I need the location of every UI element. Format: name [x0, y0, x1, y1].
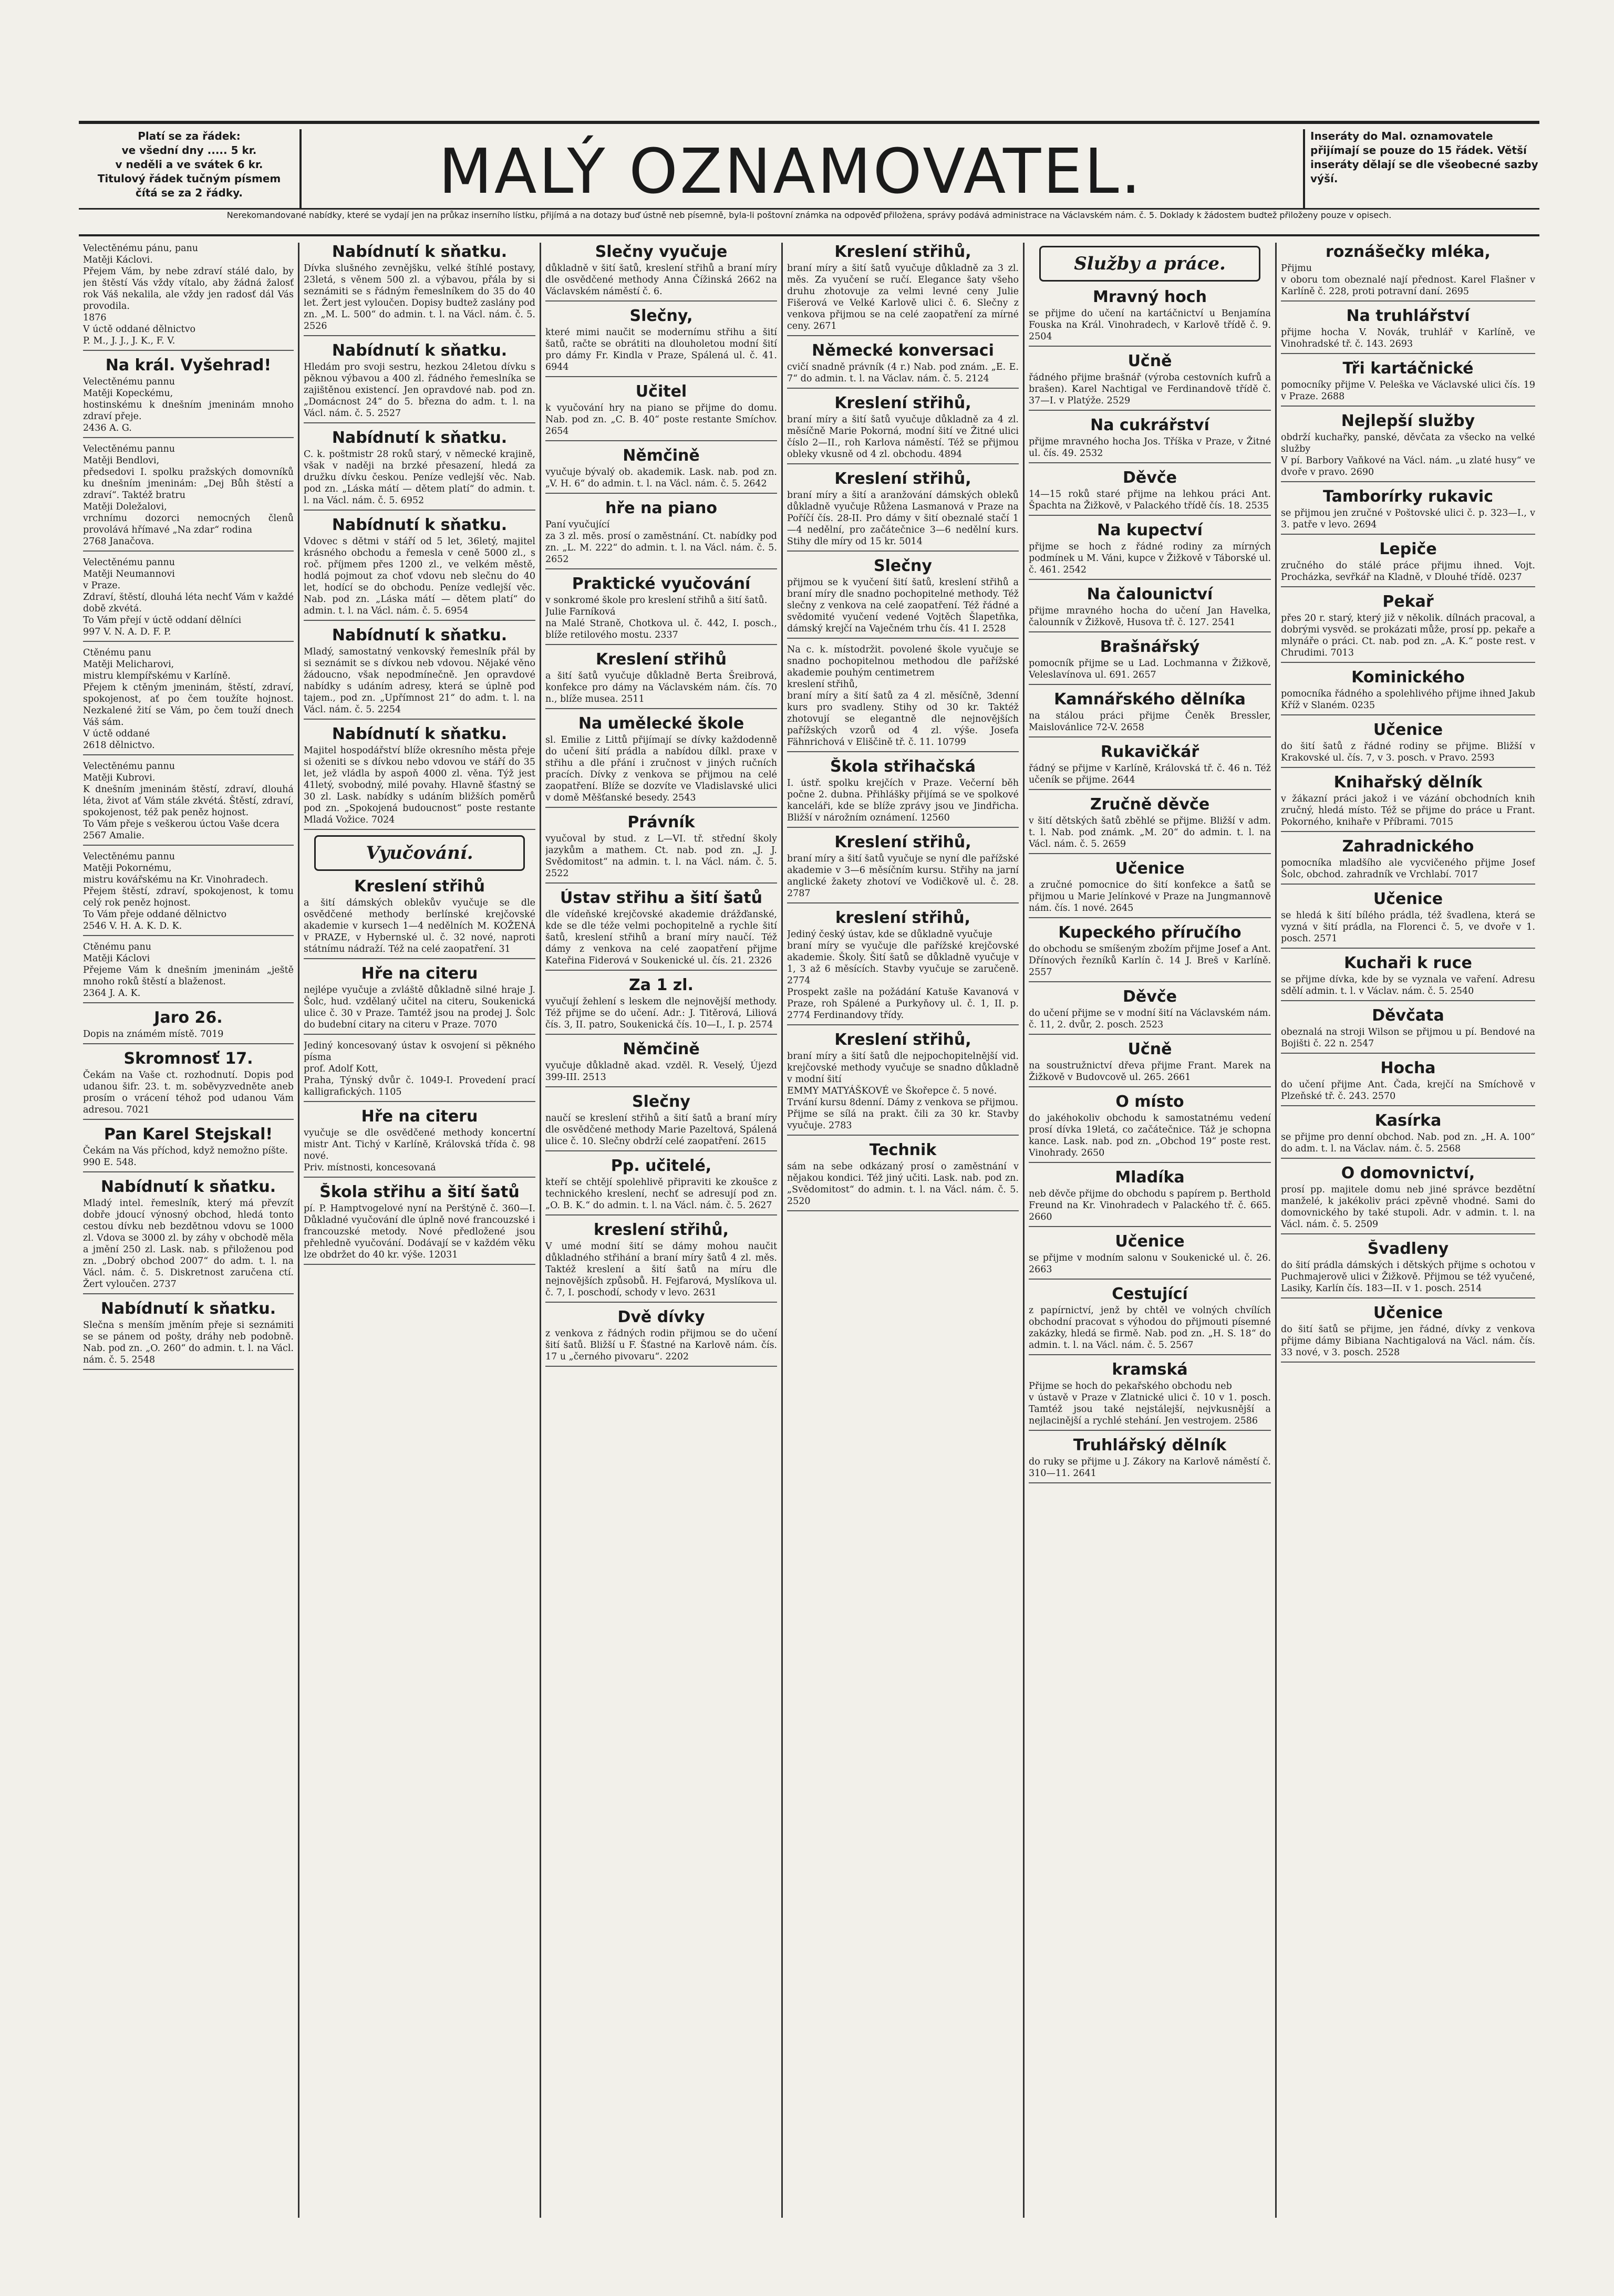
ad-text: do šití prádla dámských i dětských přijme s ochotou v Puchmajerově ulici v Žižkově. Přijmou se též vyučené, Lasiky, Karlín čís. 183—II. v 1. posch. 2514	[1281, 1260, 1535, 1294]
ad-heading: Děvčata	[1372, 1006, 1444, 1025]
classified-ad	[83, 761, 294, 846]
ad-heading: Nabídnutí k sňatku.	[332, 516, 508, 534]
ad-text: C. k. poštmistr 28 roků starý, v německé krajině, však v naději na brzké přesazení, hledá za družku dívku českou. Peníze vedlejší věc. Nab. pod zn. „Láska mátí — dětem platí“ do admin. t. l. na Václ. nám. č. 5. 6952	[304, 449, 535, 506]
ad-text: nejlépe vyučuje a zvláště důkladně silné hraje J. Šolc, hud. vzdělaný učitel na citeru, Soukenická ulice č. 30 v Praze. Tamtéž jsou na prodej J. Šolc do budební citary na citeru v Praze. 7070	[304, 985, 535, 1030]
classified-ad	[83, 941, 294, 1003]
ad-text: řádný se přijme v Karlíně, Královská tř. č. 46 n. Též učeník se přijme. 2644	[1029, 763, 1271, 785]
classified-ad	[304, 1107, 535, 1178]
ad-heading: Slečny	[874, 557, 932, 575]
classified-ad	[787, 243, 1019, 336]
classified-ad	[1029, 743, 1271, 790]
ad-heading: Pan Karel Stejskal!	[104, 1125, 273, 1144]
ad-text: vyučuje důkladně akad. vzděl. R. Veselý, Újezd 399-III. 2513	[545, 1061, 777, 1083]
ad-heading: Nabídnutí k sňatku.	[100, 1300, 276, 1318]
classified-ad	[1281, 773, 1535, 832]
classified-ad	[787, 1031, 1019, 1136]
ad-heading: Mravný hoch	[1093, 288, 1207, 306]
ad-heading: Na čalounictví	[1087, 585, 1213, 604]
ad-text: a zručné pomocnice do šití konfekce a šatů se přijmou u Marie Jelínkové v Praze na Jungmannově nám. čís. 1 nové. 2645	[1029, 880, 1271, 913]
classified-ad	[545, 575, 777, 645]
classified-ad	[545, 1308, 777, 1367]
ad-text: Velectěnému pannu Matěji Kopeckému, hostinskému k dnešním jmeninám mnoho zdraví přeje. 2436 A. G.	[83, 377, 294, 433]
ad-heading: Němčině	[623, 1040, 700, 1058]
ad-heading: Němčině	[623, 446, 700, 465]
ad-text: přijme mravného hocha do učení Jan Havelka, čalounník v Žižkově, Husova tř. č. 127. 2541	[1029, 606, 1271, 628]
ad-text: do ruky se přijme u J. Zákory na Karlově náměstí č. 310—11. 2641	[1029, 1457, 1271, 1479]
ad-heading: Kreslení střihů,	[834, 470, 971, 488]
classified-ad	[1281, 721, 1535, 768]
ad-heading: Kreslení střihů,	[834, 833, 971, 851]
ad-text: pomocník přijme se u Lad. Lochmanna v Žižkově, Veleslavínova ul. 691. 2657	[1029, 658, 1271, 680]
classified-ad	[1029, 1232, 1271, 1280]
ad-heading: Na cukrářství	[1090, 416, 1209, 434]
section-heading: Služby a práce.	[1039, 246, 1260, 282]
ad-heading: Děvče	[1123, 469, 1177, 487]
ad-heading: Kasírka	[1374, 1111, 1442, 1130]
classified-ad	[545, 714, 777, 808]
ad-heading: Učenice	[1373, 1304, 1443, 1322]
ad-heading: Kreslení střihů,	[834, 1031, 971, 1049]
classified-ad	[304, 1183, 535, 1265]
classified-ad	[1281, 890, 1535, 949]
ad-heading: Učně	[1127, 1040, 1172, 1058]
ad-heading: Děvče	[1123, 988, 1177, 1006]
classified-ad	[545, 650, 777, 709]
classified-ad	[1281, 412, 1535, 482]
ad-text: dle vídeňské krejčovské akademie drážďanské, kde se dle téže velmi pochopitelně a rychle šití šatů, kreslení střihů a braní míry naučí. Též dámy z venkova na celé zaopatření přijme Kateřina Fiderová v Soukenické ul. čís. 21. 2326	[545, 909, 777, 966]
ad-heading: Pekař	[1382, 593, 1434, 611]
ad-text: 14—15 roků staré přijme na lehkou práci Ant. Špachta na Žižkově, v Palackého třídě čís. 18. 2535	[1029, 489, 1271, 511]
ad-text: Velectěnému pannu Matěji Kubrovi. K dnešním jmeninám štěstí, zdraví, dlouhá léta, život ať Vám stále zkvétá. Štěstí, zdraví, spokojenost, též pak peněz hojnost. To Vám přeje s veškerou úctou Vaše dcera 2567 Amalie.	[83, 761, 294, 841]
ad-heading: Právník	[627, 813, 695, 832]
ad-text: sám na sebe odkázaný prosí o zaměstnání v nějakou kondici. Též jiný učiti. Lask. nab. pod zn. „Svědomitost“ do admin. t. l. na Václ. nám. č. 5. 2520	[787, 1161, 1019, 1207]
ad-text: vyučuje bývalý ob. akademik. Lask. nab. pod zn. „V. H. 6“ do admin. t. l. na Václ. nám. č. 5. 2642	[545, 467, 777, 489]
ad-text: se přijme do učení na kartáčnictví u Benjamína Fouska na Král. Vinohradech, v Karlově třídě č. 9. 2504	[1029, 308, 1271, 342]
column-1	[79, 243, 299, 2218]
classified-ad	[787, 909, 1019, 1025]
classified-ad	[304, 626, 535, 720]
ad-heading: Kreslení střihů	[354, 877, 485, 896]
classified-ad	[83, 1009, 294, 1044]
ad-text: kteří se chtějí spolehlivě připraviti ke zkoušce z technického kreslení, nechť se adresují pod zn. „O. B. K.“ do admin. t. l. na Václ. nám. č. 5. 2627	[545, 1177, 777, 1211]
classified-ad	[545, 889, 777, 971]
ad-heading: Kuchaři k ruce	[1344, 954, 1472, 972]
column-3	[541, 243, 783, 2218]
ad-text: pomocníka řádného a spolehlivého přijme ihned Jakub Kříž v Slaném. 0235	[1281, 689, 1535, 711]
ad-heading: Kreslení střihů,	[834, 394, 971, 412]
ad-text: Na c. k. místodržit. povolené škole vyučuje se snadno pochopitelnou methodou dle pařížské akademie pouhým centimetrem kreslení střihů, braní míry a šití šatů za 4 zl. měsíčně, 3denní kurs pro svadleny. Stihy od 30 kr. Taktéž zhotovují se elegantně dle nejnovějších pařížských vzorů od 4 zl. výše. Josefa Fähnrichová v Eliščině tř. č. 11. 10799	[787, 645, 1019, 747]
ad-heading: Hře na citeru	[361, 1107, 478, 1126]
ad-text: braní míry a šití šatů vyučuje důkladně za 4 zl. měsíčně Marie Pokorná, modní šití ve Žitné ulici číslo 2—II., roh Karlova náměstí. Též se přijmou obleky vkusně od 4 zl. obchodu. 4894	[787, 414, 1019, 460]
ad-heading: Rukavičkář	[1100, 743, 1199, 761]
ad-text: Velectěnému pannu Matěji Neumannovi v Praze. Zdraví, štěstí, dlouhá léta nechť Vám v každé době zkvétá. To Vám přejí v úctě oddaní dělníci 997 V. N. A. D. F. P.	[83, 557, 294, 637]
classified-ad	[1029, 859, 1271, 918]
classified-ad	[1029, 1093, 1271, 1163]
classified-ad	[1029, 923, 1271, 982]
classified-ad	[545, 813, 777, 884]
ad-text: Dívka slušného zevnějšku, velké štíhlé postavy, 23letá, s věnem 500 zl. a výbavou, přála by si seznámiti se s řádným řemeslníkem do 35 do 40 let. Žert jest vyloučen. Dopisy budtež zaslány pod zn. „M. L. 500“ do admin. t. l. na Václ. nám. č. 5. 2526	[304, 263, 535, 331]
ad-text: se hledá k šití bílého prádla, též švadlena, která se vyzná v šití prádla, na Florenci č. 5, ve dvoře v 1. posch. 2571	[1281, 910, 1535, 944]
ad-heading: Jaro 26.	[154, 1009, 223, 1027]
ad-heading: Knihařský dělník	[1333, 773, 1483, 792]
classified-ad	[1029, 795, 1271, 854]
classified-ad	[545, 499, 777, 569]
classified-ad	[1029, 288, 1271, 347]
ad-text: přes 20 r. starý, který již v několik. dílnách pracoval, a dobrými vysvěd. se prokázati může, prosí pp. pekaře a mlynáře o práci. Ct. nab. pod zn. „A. K.“ poste rest. v Chrudimi. 7013	[1281, 613, 1535, 658]
ad-text: řádného přijme brašnář (výroba cestovních kufrů a brašen). Karel Nachtigal ve Ferdinandově třídě č. 37—I. v Platýže. 2529	[1029, 372, 1271, 406]
ad-text: vyučoval by stud. z L—VI. tř. střední školy jazykům a mathem. Ct. nab. pod zn. „J. J. Svědomitost“ na admin. t. l. na Václ. nám. č. 5. 2522	[545, 834, 777, 879]
ad-text: obeznalá na stroji Wilson se přijmou u pí. Bendové na Bojišti č. 22 n. 2547	[1281, 1027, 1535, 1049]
ad-heading: Kupeckého příručího	[1058, 923, 1241, 942]
classified-ad	[304, 877, 535, 959]
classified-ad	[1281, 593, 1535, 663]
classified-ad	[1029, 416, 1271, 463]
ad-text: a šití dámských oblekův vyučuje se dle osvědčené methody berlínské krejčovské akademie v kursech 1—4 nedělních M. KOŽENÁ v PRAZE, v Hybernské ul. č. 32 nové, naproti státnímu nádraží. Též na celé zaopatření. 31	[304, 898, 535, 954]
classified-ad	[545, 1157, 777, 1215]
classified-ad	[545, 243, 777, 302]
ad-heading: O domovnictví,	[1341, 1164, 1475, 1182]
ad-heading: Na umělecké škole	[578, 714, 744, 733]
ad-text: braní míry a šití šatů vyučuje se nyní dle pařížské akademie v 3—6 měsíčním kursu. Střihy na jarní anglické žakety zhotoví ve Vodičkově ul. č. 28. 2787	[787, 854, 1019, 899]
classified-ad	[1281, 1240, 1535, 1298]
header-notice: Nerekomandované nabídky, které se vydají jen na průkaz inserního lístku, přijímá a na dotazy buď ústně neb písemně, byla-li poštovní známka na odpověď přiložena, správy podává administrace na Václavském nám. č. 5. Doklady k žádostem budtež přiloženy pouze v opisech.	[79, 208, 1539, 236]
classified-ad	[1029, 585, 1271, 632]
ad-text: sl. Emilie z Littů přijímají se dívky každodenně do učení šití prádla a nabídou dílkl. praxe v střihu a dle přání i zručnost v jiných ručních pracích. Dívky z venkova se přijmou na celé zaopatření. Blíže se dozvíte ve Vladislavské ulici v domě Měšťanské besedy. 2543	[545, 735, 777, 803]
classified-ad	[304, 429, 535, 511]
ad-heading: Učitel	[635, 382, 687, 401]
ad-text: do jakéhokoliv obchodu k samostatnému vedení prosí dívka 19letá, co začátečnice. Táž je schopna kance. Lask. nab. pod zn. „Obchod 19“ poste rest. Vinohrady. 2650	[1029, 1113, 1271, 1158]
classified-ad	[1281, 1059, 1535, 1106]
ad-heading: Skromnosť 17.	[123, 1050, 253, 1068]
classified-ad	[83, 243, 294, 351]
classified-ad	[787, 644, 1019, 752]
ad-text: neb děvče přijme do obchodu s papírem p. Berthold Freund na Kr. Vinohradech v Palackého tř. č. 665. 2660	[1029, 1189, 1271, 1222]
ad-heading: Učenice	[1373, 890, 1443, 908]
ad-text: Paní vyučující za 3 zl. měs. prosí o zaměstnání. Ct. nabídky pod zn. „L. M. 222“ do admin. t. l. na Václ. nám. č. 5. 2652	[545, 520, 777, 565]
ad-text: a šití šatů vyučuje důkladně Berta Šreibrová, konfekce pro dámy na Václavském nám. čís. 70 n., blíže musea. 2511	[545, 671, 777, 704]
classified-ad	[83, 647, 294, 755]
ad-text: vyučují žehlení s leskem dle nejnovější methody. Též přijme se do učení. Adr.: J. Titěrová, Liliová čís. 3, II. patro, Soukenická čís. 10—I., I. p. 2574	[545, 996, 777, 1030]
ad-text: Přijme se hoch do pekařského obchodu neb v ústavě v Praze v Zlatnické ulici č. 10 v 1. posch. Tamtéž jsou také nejstálejší, nejvkusnější a nejlacinější a rychlé stehání. Jen vestrojem. 2586	[1029, 1381, 1271, 1426]
classified-ad	[1281, 359, 1535, 407]
ad-heading: Slečny vyučuje	[595, 243, 728, 261]
ad-text: do učení přijme se v modní šití na Václavském nám. č. 11, 2. dvůr, 2. posch. 2523	[1029, 1008, 1271, 1030]
classifieds-header	[79, 121, 1539, 236]
ad-text: Vdovec s dětmi v stáří od 5 let, 36letý, majitel krásného obchodu a řemesla v ceně 5000 zl., s roč. příjmem přes 1200 zl., ve velkém městě, hodlá pojmout za choť vdovu neb slečnu do 40 let, hodící se do obchodu. Peníze vedlejší věc. Nab. pod zn. „Láska mátí — dětem platí“ do admin. t. l. na Václ. nám. č. 5. 6954	[304, 536, 535, 616]
classified-ad	[1029, 1040, 1271, 1087]
ad-heading: O místo	[1115, 1093, 1184, 1111]
classified-ad	[1281, 1304, 1535, 1363]
newspaper-page	[79, 121, 1539, 2232]
column-5	[1025, 243, 1277, 2218]
classified-ad	[1029, 1168, 1271, 1227]
ad-text: Mladý, samostatný venkovský řemeslník přál by si seznámit se s dívkou neb vdovou. Nějaké věno žádoucno, však nepodmínečně. Jen opravdové nabídky s udáním adresy, která se úplně pod tajem., pod zn. „Upřímnost 21“ do adm. t. l. na Václ. nám. č. 5. 2254	[304, 647, 535, 715]
ad-heading: Kominického	[1351, 668, 1465, 687]
ad-heading: Technik	[869, 1141, 937, 1159]
classified-ad	[304, 243, 535, 336]
classified-ad	[83, 557, 294, 642]
classified-ad	[1281, 1164, 1535, 1234]
classified-ad	[1281, 1111, 1535, 1159]
ad-text: vyučuje se dle osvědčené methody koncertní mistr Ant. Tichý v Karlíně, Královská třída č. 98 nové. Priv. místnosti, koncesovaná	[304, 1128, 535, 1173]
ad-text: Čekám na Vás příchod, když nemožno píšte. 990 E. 548.	[83, 1146, 288, 1168]
ad-text: prosí pp. majitele domu neb jiné správce bezdětní manželé, k jakékoliv práci zpěvně vhodné. Sami do domovnického by také stupoli. Adr. v admin. t. l. na Václ. nám. č. 5. 2509	[1281, 1185, 1535, 1230]
classified-ad	[83, 851, 294, 936]
ad-text: z venkova z řádných rodin přijmou se do učení šití šatů. Bližší u F. Šťastné na Karlově nám. čís. 17 u „černého pivovaru“. 2202	[545, 1328, 777, 1362]
classified-ad	[83, 1178, 294, 1294]
ad-text: se přijme dívka, kde by se vyznala ve vaření. Adresu sdělí admin. t. l. v Václav. nám. č. 5. 2540	[1281, 974, 1535, 996]
ad-heading: Ústav střihu a šití šatů	[560, 889, 762, 907]
classified-ad	[304, 341, 535, 423]
ad-text: pí. P. Hamptvogelové nyní na Perštýně č. 360—I. Důkladné vyučování dle úplně nové francouzské i francouzské metody. Nové předložené jsou přehledně vyučování. Dodávají se v každém věku lze obdržet do 40 kr. výše. 12031	[304, 1203, 535, 1260]
ad-heading: Kreslení střihů	[596, 650, 727, 669]
ad-text: pomocníky přijme V. Peleška ve Václavské ulici čís. 19 v Praze. 2688	[1281, 380, 1535, 402]
ad-heading: Nabídnutí k sňatku.	[332, 725, 508, 743]
ad-heading: roznášečky mléka,	[1326, 243, 1491, 261]
classified-ad	[545, 1221, 777, 1303]
ad-heading: Tři kartáčnické	[1342, 359, 1474, 378]
classified-ad	[1281, 243, 1535, 302]
ad-heading: Škola střihu a šití šatů	[319, 1183, 520, 1201]
ad-text: naučí se kreslení střihů a šití šatů a braní míry dle osvědčené methody Marie Pazeltová, Spálená ulice č. 10. Slečny obdrží celé zaopatření. 2615	[545, 1113, 777, 1147]
classified-ad	[304, 964, 535, 1035]
classified-ad	[304, 1040, 535, 1102]
ad-text: z papírnictví, jenž by chtěl ve volných chvílích obchodní pracovat s výhodou do přijmouti písemné zakázky, hledá se firmě. Nab. pod zn. „H. S. 18“ do admin. t. l. na Václ. nám. č. 5. 2567	[1029, 1305, 1271, 1350]
ad-text: přijmou se k vyučení šití šatů, kreslení střihů a braní míry dle snadno pochopitelné methody. Též slečny z venkova na celé zaopatření. Též řádné a svědomité vyučení vedené Vojtěch Šlapetňka, dámský krejčí na Vaječném trhu čís. 41 I. 2528	[787, 577, 1019, 634]
ad-text: Majitel hospodářství blíže okresního města přeje si oženiti se s dívkou nebo vdovou ve stáří do 35 let, jež vládla by aspoň 4000 zl. věna. Týž jest 41letý, svobodný, milé povahy. Hlavně šťastný se 30 zl. Lask. nabídky s udáním bližších poměrů pod zn. „Spokojená budoucnost“ poste restante Mladá Vožice. 7024	[304, 745, 535, 825]
ad-text: se přijme pro denní obchod. Nab. pod zn. „H. A. 100“ do adm. t. l. na Václav. nám. č. 5. 2568	[1281, 1132, 1535, 1154]
classified-ad	[1029, 1360, 1271, 1431]
ad-heading: Učenice	[1115, 859, 1185, 878]
classified-ad	[1029, 521, 1271, 580]
ad-heading: kramská	[1112, 1360, 1188, 1379]
ad-text: Slečna s menším jměním přeje si seznámiti se se pánem od pošty, dráhy neb podobně. Nab. pod zn. „O. 260“ do admin. t. l. na Václ. nám. č. 5. 2548	[83, 1320, 294, 1365]
classified-ad	[1029, 352, 1271, 411]
ad-text: Ctěnému panu Matěji Káclovi Přejeme Vám k dnešním jmeninám „ještě mnoho roků štěstí a blaženost. 2364 J. A. K.	[83, 942, 294, 999]
ad-heading: Německé konversaci	[812, 341, 994, 360]
column-6	[1277, 243, 1539, 2218]
ad-heading: Slečny,	[629, 307, 693, 325]
ad-heading: kreslení střihů,	[835, 909, 971, 927]
ad-heading: Dvě dívky	[617, 1308, 705, 1326]
ad-heading: Praktické vyučování	[572, 575, 751, 593]
classified-ad	[83, 1050, 294, 1120]
classified-ad	[83, 443, 294, 552]
ad-text: Hledám pro svoji sestru, hezkou 24letou dívku s pěknou výbavou a 400 zl. řádného řemeslníka se zajištěnou existencí. Jen opravdové nab. pod zn. „Domácnost 24“ do 5. března do adm. t. l. na Václ. nám. č. 5. 2527	[304, 362, 535, 419]
ad-heading: Zahradnického	[1342, 837, 1474, 856]
ad-heading: Učně	[1127, 352, 1172, 370]
ad-text: důkladně v šití šatů, kreslení střihů a braní míry dle osvědčené methody Anna Čížinská 2662 na Václavském náměstí č. 6.	[545, 263, 777, 297]
ad-heading: Mladíka	[1115, 1168, 1185, 1187]
price-box: Platí se za řádek: ve všední dny ..... 5 kr. v neděli a ve svátek 6 kr. Titulový řádek tučným písmem čítá se za 2 řádky.	[79, 129, 302, 208]
ad-text: do obchodu se smíšeným zbožím přijme Josef a Ant. Dřínových řezníků Karlín č. 14 J. Breš v Karlíně. 2557	[1029, 944, 1271, 978]
classified-ad	[83, 356, 294, 438]
classified-ad	[1281, 540, 1535, 587]
classified-ad	[787, 341, 1019, 389]
classified-ad	[83, 1300, 294, 1370]
classified-ad	[1029, 690, 1271, 737]
ad-heading: Nabídnutí k sňatku.	[332, 341, 508, 360]
ad-text: které mimi naučit se modernímu střihu a šití šatů, račte se obrátiti na dlouholetou modní šití pro dámy Fr. Kindla v Praze, Spálená ul. č. 41. 6944	[545, 327, 777, 372]
classified-ad	[1029, 1436, 1271, 1483]
ad-text: zručného do stálé práce přijmu ihned. Vojt. Procházka, sevřkář na Kladně, v Dlouhé třídě. 0237	[1281, 560, 1535, 583]
ad-text: pomocníka mladšího ale vycvičeného přijme Josef Šolc, obchod. zahradník ve Vrchlabí. 7017	[1281, 858, 1535, 880]
ad-heading: Nabídnutí k sňatku.	[332, 626, 508, 645]
ad-heading: Škola střihačská	[830, 757, 976, 776]
ad-text: k vyučování hry na piano se přijme do domu. Nab. pod zn. „C. B. 40“ poste restante Smíchov. 2654	[545, 403, 777, 437]
classified-ad	[787, 394, 1019, 464]
ad-text: do šití šatů se přijme, jen řádné, dívky z venkova přijme dámy Bibiana Nachtigalová na Václ. nám. čís. 33 nové, v 3. posch. 2528	[1281, 1324, 1535, 1358]
ad-heading: Tamborírky rukavic	[1323, 487, 1493, 506]
ad-heading: kreslení střihů,	[593, 1221, 729, 1239]
ad-text: Mladý intel. řemeslník, který má převzít dobře jdoucí výnosný obchod, hledá tonto cestou dívku neb bezdětnou vdovu se 1000 zl. Vdova se 3000 zl. by záhy v obchodě měla a jmění 250 zl. Lask. nab. s přiloženou pod zn. „Dobrý obchod 2007“ do adm. t. l. na Václ. nám. č. 5. Diskretnost zaručena ctí. Žert vyloučen. 2737	[83, 1198, 294, 1290]
ad-text: V umé modní šití se dámy mohou naučit důkladného střihání a braní míry šatů 4 zl. měs. Taktéž kreslení a šití šatů na míru dle nejnovějších způsobů. H. Fejfarová, Myslíkova ul. č. 7, I. poschodí, schody v levo. 2631	[545, 1241, 777, 1298]
classified-ad	[304, 516, 535, 621]
ad-text: do učení přijme Ant. Čada, krejčí na Smíchově v Plzeňské tř. č. 243. 2570	[1281, 1079, 1535, 1102]
ad-text: Velectěnému pannu Matěji Bendlovi, předsedovi I. spolku pražských domovníků ku dnešním jmeninám: „Dej Bůh štěstí a zdraví“. Taktéž bratru Matěji Doležalovi, vrchnímu dozorci nemocných členů provolává hřímavé „Na zdar“ rodina 2768 Janačova.	[83, 444, 294, 547]
ad-text: na soustružnictví dřeva přijme Frant. Marek na Žižkově v Budovcově ul. 265. 2661	[1029, 1061, 1271, 1083]
ad-heading: Nabídnutí k sňatku.	[332, 243, 508, 261]
ad-heading: Brašnářský	[1100, 638, 1200, 656]
classified-ad	[1281, 954, 1535, 1001]
ad-heading: Švadleny	[1367, 1240, 1449, 1258]
classified-ad	[787, 833, 1019, 903]
ad-text: přijme se hoch z řádné rodiny za mírných podmínek u M. Váni, kupce v Žižkově v Táborské ul. č. 461. 2542	[1029, 542, 1271, 575]
classified-ad	[787, 1141, 1019, 1211]
classified-ad	[1029, 1285, 1271, 1355]
classified-ad	[1281, 307, 1535, 354]
ad-text: obdrží kuchařky, panské, děvčata za všecko na velké služby V pí. Barbory Vaňkové na Václ. nám. „u zlaté husy“ ve dvoře v pravo. 2690	[1281, 432, 1535, 477]
ad-text: I. ústř. spolku krejčích v Praze. Večerní běh počne 2. dubna. Přihlášky přijímá se ve spolkové kanceláři, kde se blíže zprávy jsou ve Jindřicha. Bližší v nárožním oznámení. 12560	[787, 778, 1019, 823]
ad-text: braní míry a šití a aranžování dámských obleků důkladně vyučuje Růžena Lasmanová v Praze na Poříčí čís. 28-II. Pro dámy v šití obeznalé stačí 1—4 nedělní, pro začátečnice 3—6 nedělní kurs. Stihy dle míry od 15 kr. 5014	[787, 490, 1019, 547]
column-2	[299, 243, 541, 2218]
ad-heading: Cestující	[1112, 1285, 1188, 1303]
ad-text: v šití dětských šatů zběhlé se přijme. Bližší v adm. t. l. Nab. pod známk. „M. 20“ do admin. t. l. na Václ. nám. č. 5. 2659	[1029, 816, 1271, 849]
ad-heading: Hocha	[1380, 1059, 1436, 1077]
classified-ad	[545, 976, 777, 1035]
ad-heading: Nejlepší služby	[1341, 412, 1475, 430]
section-heading: Vyučování.	[314, 835, 525, 871]
classified-ad	[304, 725, 535, 830]
classified-ad	[787, 557, 1019, 639]
ad-text: se přijme v modním salonu v Soukenické ul. č. 26. 2663	[1029, 1253, 1271, 1275]
page-title: MALÝ OZNAMOVATEL.	[438, 135, 1143, 207]
ad-heading: Truhlářský dělník	[1073, 1436, 1227, 1455]
ad-heading: Na kupectví	[1097, 521, 1203, 539]
ad-text: Dopis na známém místě. 7019	[83, 1029, 224, 1040]
ad-heading: Učenice	[1115, 1232, 1185, 1251]
ad-text: Čekám na Vaše ct. rozhodnutí. Dopis pod udanou šifr. 23. t. m. soběvyzvedněte aneb prosím o vrácení téhož pod udanou Vám adresou. 7021	[83, 1070, 294, 1115]
classified-ad	[1281, 668, 1535, 715]
ad-text: cvičí snadně právník (4 r.) Nab. pod znám. „E. E. 7“ do admin. t. l. na Václav. nám. č. 5. 2124	[787, 362, 1019, 384]
ad-heading: Zručně děvče	[1090, 795, 1210, 814]
classified-ad	[545, 307, 777, 377]
ad-text: Velectěnému pánu, panu Matěji Káclovi. Přejem Vám, by nebe zdraví stálé dalo, by jen štěstí Vás vždy vítalo, aby žádná žalosť rok Váš nekalila, ale vždy jen radosť dál Vás provodila. 1876 V úctě oddané dělnictvo P. M., J. J., J. K., F. V.	[83, 243, 294, 346]
ad-text: Velectěnému pannu Matěji Pokornému, mistru kovářskému na Kr. Vinohradech. Přejem štěstí, zdraví, spokojenost, k tomu celý rok peněz hojnost. To Vám přeje oddané dělnictvo 2546 V. H. A. K. D. K.	[83, 851, 294, 931]
ad-text: braní míry a šití šatů dle nejpochopitelnější vid. krejčovské methody vyučuje se snadno důkladně v modní šití EMMY MATYÁŠKOVÉ ve Škořepce č. 5 nové. Trvání kursu 8denní. Dámy z venkova se přijmou. Přijme se sílá na prakt. čili za 30 kr. Stavby vyučuje. 2783	[787, 1051, 1019, 1131]
ad-text: Přijmu v oboru tom obeznalé nají přednost. Karel Flašner v Karlíně č. 228, proti potravní daní. 2695	[1281, 263, 1535, 297]
ad-text: Ctěnému panu Matěji Melicharovi, mistru klempířskému v Karlíně. Přejem k ctěným jmeninám, štěstí, zdraví, spokojenost, ať po čem toužíte hojnost. Nezkalené žití se Vám, po čem touží dnech Váš sám. V úctě oddané 2618 dělnictvo.	[83, 648, 294, 751]
ad-heading: Hře na citeru	[361, 964, 478, 983]
ad-text: přijme hocha V. Novák, truhlář v Karlíně, ve Vinohradské tř. č. 143. 2693	[1281, 327, 1535, 349]
ad-heading: Nabídnutí k sňatku.	[332, 429, 508, 447]
ad-heading: hře na piano	[605, 499, 717, 517]
classified-ad	[1281, 487, 1535, 535]
ad-text: do šití šatů z řádné rodiny se přijme. Bližší v Krakovské ul. čís. 7, v 3. posch. v Pravo. 2593	[1281, 741, 1535, 763]
ad-text: v sonkromé škole pro kreslení střihů a šití šatů. Julie Farníková na Malé Straně, Chotkova ul. č. 442, I. posch., blíže retilového mostu. 2337	[545, 595, 777, 640]
ad-heading: Učenice	[1373, 721, 1443, 739]
ad-text: se přijmou jen zručné v Poštovské ulici č. p. 323—I., v 3. patře v levo. 2694	[1281, 508, 1535, 530]
ad-heading: Na truhlářství	[1346, 307, 1470, 325]
ad-text: braní míry a šití šatů vyučuje důkladně za 3 zl. měs. Za vyučení se ručí. Elegance šaty všeho druhu zhotovuje za velmi levné ceny Julie Fišerová ve Velké Karlově ulici č. 6. Slečny z venkova přijmou se na celé zaopatření za mírné ceny. 2671	[787, 263, 1019, 331]
classified-ad	[545, 382, 777, 441]
ad-heading: Kamnářského dělníka	[1054, 690, 1246, 709]
insertion-rules-box: Inseráty do Mal. oznamovatele přijímají se pouze do 15 řádek. Větší inseráty dělají se dle všeobecné sazby výší.	[1303, 129, 1539, 208]
ad-text: v žákazní práci jakož i ve vázání obchodních knih zručný, hledá místo. Též se přijme do práce u Frant. Pokorného, knihaře v Příbrami. 7015	[1281, 794, 1535, 827]
classified-ad	[1029, 638, 1271, 685]
classified-ad	[787, 470, 1019, 552]
ad-heading: Pp. učitelé,	[611, 1157, 712, 1175]
ad-text: přijme mravného hocha Jos. Tříška v Praze, v Žitné ul. čís. 49. 2532	[1029, 437, 1271, 459]
ad-heading: Kreslení střihů,	[834, 243, 971, 261]
classified-ad	[1281, 837, 1535, 885]
ad-heading: Na král. Vyšehrad!	[105, 356, 272, 375]
ad-heading: Lepiče	[1379, 540, 1437, 558]
classified-ad	[787, 757, 1019, 828]
ad-heading: Za 1 zl.	[629, 976, 694, 994]
ad-heading: Nabídnutí k sňatku.	[100, 1178, 276, 1196]
column-4	[783, 243, 1025, 2218]
classified-ad	[545, 1093, 777, 1151]
classified-ad	[1029, 988, 1271, 1035]
classified-ad	[545, 1040, 777, 1087]
ad-text: na stálou práci přijme Čeněk Bressler, Maislovánlice 72-V. 2658	[1029, 711, 1271, 733]
classified-ad	[83, 1125, 294, 1172]
ad-heading: Slečny	[632, 1093, 690, 1111]
classified-ad	[1029, 469, 1271, 516]
classified-ad	[1281, 1006, 1535, 1054]
ad-text: Jediný český ústav, kde se důkladně vyučuje braní míry se vyučuje dle pařížské krejčovské akademie. Školy. Šití šatů se důkladně vyučuje v 1, 3 až 6 měsících. Stavby vyučuje se zaručeně. 2774 Prospekt zašle na požádání Katuše Kavanová v Praze, roh Spálené a Purkyňovy ul. č. 1, II. p. 2774 Ferdinandovy třídy.	[787, 929, 1019, 1021]
ad-text: Jediný koncesovaný ústav k osvojení si pěkného písma prof. Adolf Kott, Praha, Týnský dvůr č. 1049-I. Provedení prací kalligrafických. 1105	[304, 1041, 535, 1097]
classified-ad	[545, 446, 777, 494]
